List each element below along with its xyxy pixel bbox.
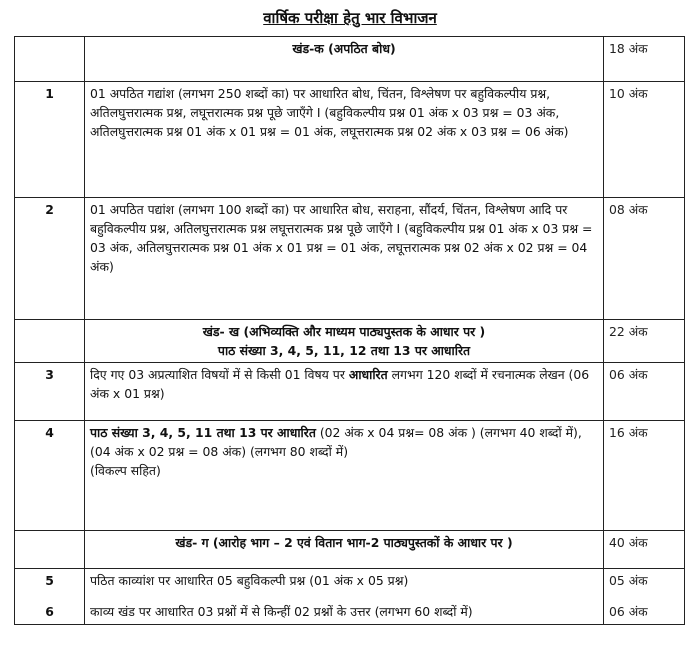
row-marks: 05 अंक 06 अंक <box>604 569 685 625</box>
row-number: 3 <box>15 363 85 421</box>
row-number: 4 <box>15 421 85 531</box>
row-number: 1 <box>15 82 85 198</box>
section-c-row <box>15 531 685 569</box>
section-b-row <box>15 320 685 363</box>
row-description: 01 अपठित गद्यांश (लगभग 250 शब्दों का) पर आधारित बोध, चिंतन, विश्लेषण पर बहुविकल्पीय प्रश्न, अतिलघुत्तरात्मक प्रश्न, लघूत्तरात्मक प्रश्न पूछे जाएँगे I (बहुविकल्पीय प्रश्न 01 अंक x 03 प्रश्न = 03 अंक, अतिलघुत्तरात्मक प्रश्न 01 अंक x 01 प्रश्न = 01 अंक, लघूत्तरात्मक प्रश्न 02 अंक x 03 प्रश्न = 06 अंक) <box>85 82 604 198</box>
page-title: वार्षिक परीक्षा हेतु भार विभाजन <box>263 9 437 27</box>
row-description: पठित काव्यांश पर आधारित 05 बहुविकल्पी प्रश्न (01 अंक x 05 प्रश्न) काव्य खंड पर आधारित 03 प्रश्नों में से किन्हीं 02 प्रश्नों के उत्तर (लगभग 60 शब्दों में) <box>85 569 604 625</box>
row-marks: 16 अंक <box>604 421 685 531</box>
table-row <box>15 363 685 421</box>
section-a-marks: 18 अंक <box>604 37 685 82</box>
table-row <box>15 82 685 198</box>
row-marks: 06 अंक <box>604 363 685 421</box>
section-b-heading-line1: खंड- ख (अभिव्यक्ति और माध्यम पाठ्यपुस्तक के आधार पर ) <box>202 324 486 339</box>
section-b-heading <box>85 320 604 363</box>
table-row <box>15 421 685 531</box>
row-note: (विकल्प सहित) <box>90 463 161 478</box>
row-description: 01 अपठित पद्यांश (लगभग 100 शब्दों का) पर आधारित बोध, सराहना, सौंदर्य, चिंतन, विश्लेषण आदि पर बहुविकल्पीय प्रश्न, अतिलघुत्तरात्मक प्रश्न लघूत्तरात्मक प्रश्न पूछे जाएँगे I (बहुविकल्पीय प्रश्न 01 अंक x 03 प्रश्न = 03 अंक, अतिलघुत्तरात्मक प्रश्न 01 अंक x 01 प्रश्न = 01 अंक, लघूत्तरात्मक प्रश्न 02 अंक x 02 प्रश्न = 04 अंक) <box>85 198 604 320</box>
row-number: 2 <box>15 198 85 320</box>
section-c-marks: 40 अंक <box>604 531 685 569</box>
table-row <box>15 569 685 625</box>
row-marks: 10 अंक <box>604 82 685 198</box>
marks-distribution-table <box>14 36 685 625</box>
section-a-row <box>15 37 685 82</box>
section-a-heading: खंड-क (अपठित बोध) <box>85 37 604 82</box>
row-description: पाठ संख्या 3, 4, 5, 11 तथा 13 पर आधारित (02 अंक x 04 प्रश्न= 08 अंक ) (लगभग 40 शब्दों में), (04 अंक x 02 प्रश्न = 08 अंक) (लगभग 80 शब्दों में) (विकल्प सहित) <box>85 421 604 531</box>
row-description: दिए गए 03 अप्रत्याशित विषयों में से किसी 01 विषय पर आधारित लगभग 120 शब्दों में रचनात्मक लेखन (06 अंक x 01 प्रश्न) <box>85 363 604 421</box>
table-row <box>15 198 685 320</box>
row-marks: 08 अंक <box>604 198 685 320</box>
section-b-heading-line2: पाठ संख्या 3, 4, 5, 11, 12 तथा 13 पर आधारित <box>217 343 471 358</box>
row-number: 5 6 <box>15 569 85 625</box>
section-b-marks: 22 अंक <box>604 320 685 363</box>
section-c-heading: खंड- ग (आरोह भाग – 2 एवं वितान भाग-2 पाठ्यपुस्तकों के आधार पर ) <box>85 531 604 569</box>
